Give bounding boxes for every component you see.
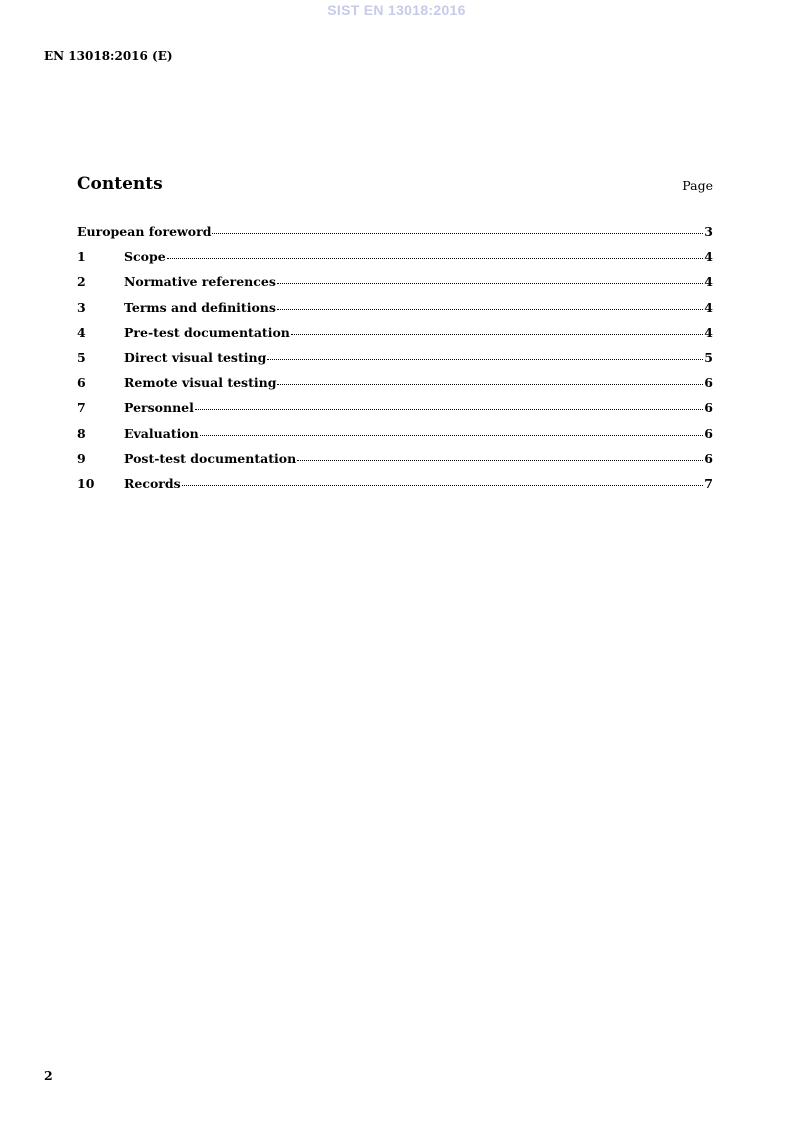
toc-dot-leader <box>200 435 704 436</box>
toc-entry-number: 4 <box>77 324 86 340</box>
toc-dot-leader <box>195 409 703 410</box>
toc-dot-leader <box>291 334 703 335</box>
toc-entry-title: Normative references <box>124 274 276 290</box>
toc-dot-leader <box>212 233 703 234</box>
toc-entry-post-test-documentation[interactable] <box>77 451 713 476</box>
toc-entry-european-foreword[interactable] <box>77 224 713 249</box>
toc-entry-title: Remote visual testing <box>124 375 277 391</box>
toc-entry-title: Direct visual testing <box>124 349 267 365</box>
toc-entry-number: 8 <box>77 425 86 441</box>
page-column-label: Page <box>682 178 713 193</box>
toc-entry-title: Post-test documentation <box>124 450 297 466</box>
toc-dot-leader <box>277 309 703 310</box>
toc-entry-number: 7 <box>77 400 86 416</box>
toc-entry-pre-test-documentation[interactable] <box>77 325 713 350</box>
toc-entry-title: Evaluation <box>124 425 199 441</box>
toc-dot-leader <box>167 258 704 259</box>
toc-entry-title: Terms and definitions <box>124 299 276 315</box>
toc-entry-number: 10 <box>77 475 95 491</box>
toc-entry-page: 6 <box>704 375 713 391</box>
toc-entry-page: 5 <box>704 349 713 365</box>
toc-entry-terms-and-definitions[interactable] <box>77 300 713 325</box>
toc-entry-number: 9 <box>77 450 86 466</box>
toc-entry-number: 2 <box>77 274 86 290</box>
toc-entry-title: European foreword <box>77 224 212 239</box>
toc-entry-title: Scope <box>124 249 166 265</box>
toc-dot-leader <box>267 359 703 360</box>
toc-entry-page: 6 <box>704 425 713 441</box>
toc-dot-leader <box>277 283 703 284</box>
toc-dot-leader <box>182 485 704 486</box>
toc-entry-page: 4 <box>704 249 713 265</box>
toc-entry-number: 6 <box>77 375 86 391</box>
toc-entry-page: 6 <box>704 400 713 416</box>
toc-entry-page: 3 <box>704 224 713 239</box>
toc-dot-leader <box>297 460 703 461</box>
contents-heading: Contents <box>77 174 163 194</box>
toc-entry-title: Records <box>124 475 181 491</box>
toc-dot-leader <box>277 384 703 385</box>
table-of-contents <box>77 224 713 501</box>
toc-entry-page: 7 <box>704 475 713 491</box>
toc-entry-page: 4 <box>704 299 713 315</box>
toc-entry-normative-references[interactable] <box>77 274 713 299</box>
toc-entry-title: Personnel <box>124 400 194 416</box>
toc-entry-personnel[interactable] <box>77 400 713 425</box>
toc-entry-number: 5 <box>77 349 86 365</box>
document-identifier: EN 13018:2016 (E) <box>44 49 173 63</box>
toc-entry-records[interactable] <box>77 476 713 501</box>
toc-entry-page: 4 <box>704 324 713 340</box>
page-number: 2 <box>44 1068 53 1083</box>
watermark: SIST EN 13018:2016 <box>327 2 466 18</box>
toc-entry-direct-visual-testing[interactable] <box>77 350 713 375</box>
toc-entry-title: Pre-test documentation <box>124 324 290 340</box>
toc-entry-number: 3 <box>77 299 86 315</box>
toc-entry-page: 6 <box>704 450 713 466</box>
toc-entry-remote-visual-testing[interactable] <box>77 375 713 400</box>
toc-entry-page: 4 <box>704 274 713 290</box>
toc-entry-scope[interactable] <box>77 249 713 274</box>
toc-entry-evaluation[interactable] <box>77 426 713 451</box>
toc-entry-number: 1 <box>77 249 86 265</box>
